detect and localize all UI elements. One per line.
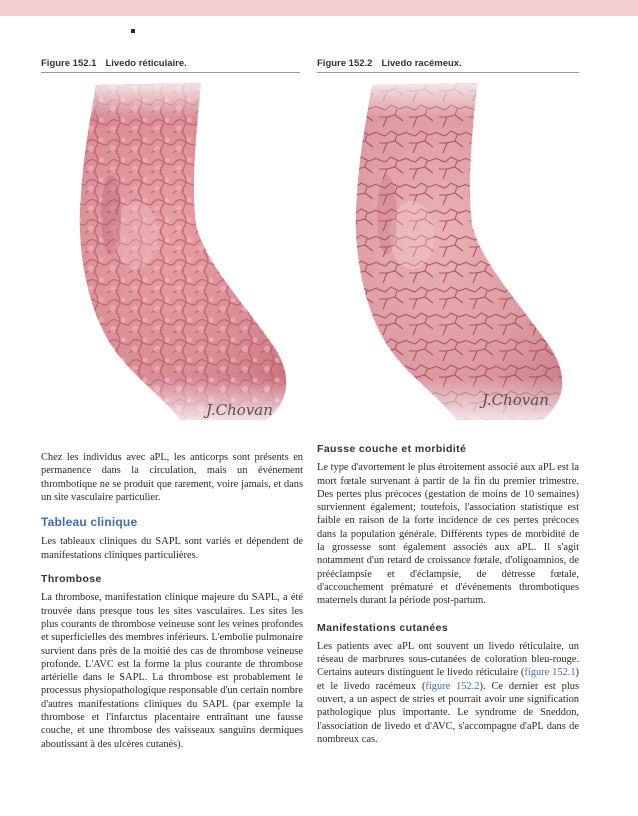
figure-2-title: Livedo racémeux. xyxy=(381,58,462,69)
figure-1-illustration xyxy=(41,75,311,430)
subheading-thrombose: Thrombose xyxy=(41,573,102,586)
cutanee-text-1: Les patients avec aPL ont souvent un livedo réticulaire, un réseau de marbrures sous-cutanées de coloration bleu-rouge. Certains auteurs distinguent le livedo réticulaire ( xyxy=(317,640,579,679)
figure-1-number: Figure 152.1 xyxy=(41,58,97,69)
figure-1-signature: J.Chovan xyxy=(206,401,273,419)
fausse-couche-paragraph: Le type d'avortement le plus étroitement associé aux aPL est la mort fœtale survenant à partir de la fin du premier trimestre. Des pertes plus précoces (gestation de moins de 10 semaines) surviennent également; toutefois, l'association statistique est faible en raison de la forte incidence de ces pertes précoces dans la population générale. Différents types de morbidité de la grossesse sont également associés aux aPL. Il s'agit notamment d'un retard de croissance fœtale, d'oligoamnios, de prééclampsie et d'éclampsie, de détresse fœtale, d'accouchement prématuré et d'événements thrombotiques maternels durant la période post-partum. xyxy=(317,462,579,607)
right-text-column xyxy=(317,443,579,746)
tableau-clinique-paragraph: Les tableaux cliniques du SAPL sont variés et dépendent de manifestations cliniques particulières. xyxy=(41,536,303,561)
intro-paragraph: Chez les individus avec aPL, les anticorps sont présents en permanence dans la circulation, mais un événement thrombotique ne se produit que rarement, voire jamais, et dans un site vasculaire particulier. xyxy=(41,452,303,503)
top-color-band xyxy=(0,0,638,16)
figure-2-reference-link[interactable]: figure 152.2 xyxy=(425,680,480,692)
figure-1-title: Livedo réticulaire. xyxy=(105,58,187,69)
thrombose-paragraph: La thrombose, manifestation clinique majeure du SAPL, a été trouvée dans presque tous les sites vasculaires. Les sites les plus courants de thrombose veineuse sont les veines profondes et superficielles des membres inférieurs. L'embolie pulmonaire survient dans près de la moitié des cas de thrombose veineuse profonde. L'AVC est la forme la plus courante de thrombose artérielle dans le SAPL. La thrombose est probablement le processus physiopathologique responsable d'un certain nombre d'autres manifestations cliniques du SAPL (par exemple la thrombose et l'infarctus placentaire entraînant une fausse couche, et une thrombose des vaisseaux sanguins dermiques aboutissant à des ulcères cutanés). xyxy=(41,592,303,750)
cutanee-text-2: ) et le livedo racémeux ( xyxy=(317,667,579,692)
cutanee-text-3: ). Ce dernier est plus ouvert, a un aspect de stries et pourrait avoir une signification pathologique plus importante. Le syndrome de Sneddon, l'association de livedo et d'AVC, s'accompagne d'aPL dans de nombreux cas. xyxy=(317,680,579,745)
subheading-manifestations-cutanees: Manifestations cutanées xyxy=(317,621,449,634)
figure-2-signature: J.Chovan xyxy=(482,391,549,409)
left-text-column xyxy=(41,451,303,751)
section-heading-tableau-clinique: Tableau clinique xyxy=(41,515,138,530)
figure-2-number: Figure 152.2 xyxy=(317,58,373,69)
figure-2-illustration xyxy=(317,75,587,430)
manifestations-cutanees-paragraph xyxy=(317,640,579,746)
figure-2-caption xyxy=(317,56,579,73)
bullet-marker xyxy=(131,29,135,33)
figure-1-reference-link[interactable]: figure 152.1 xyxy=(524,667,576,679)
figure-1-caption xyxy=(41,56,300,73)
subheading-fausse-couche: Fausse couche et morbidité xyxy=(317,443,467,455)
